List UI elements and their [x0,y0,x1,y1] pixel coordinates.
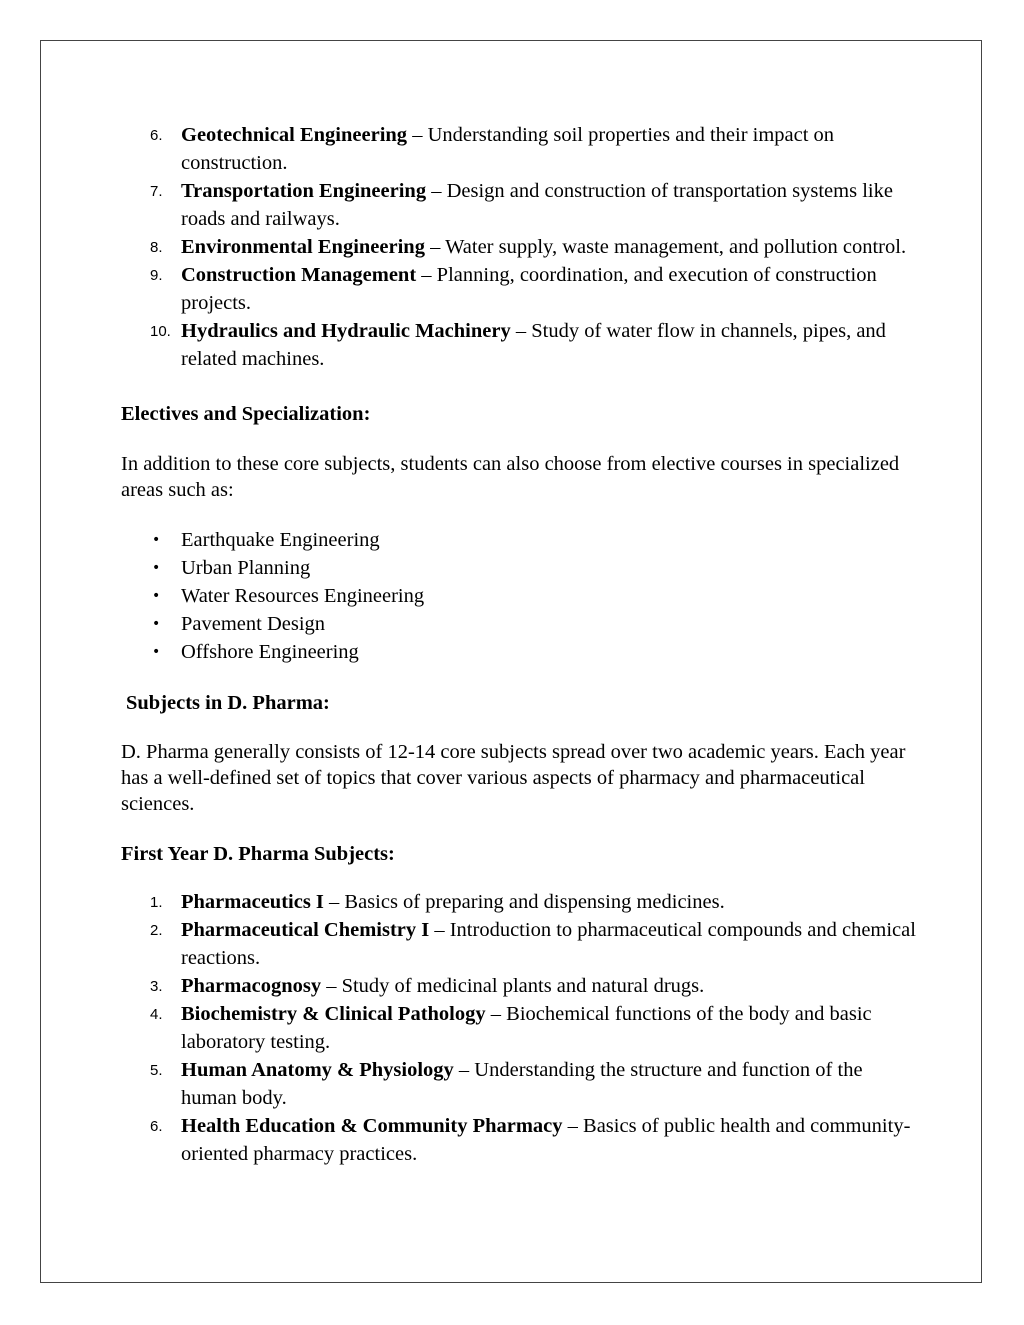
list-number: 6. [150,127,163,144]
bullet-icon: • [152,644,161,660]
elective-label: Pavement Design [181,613,326,635]
bullet-icon: • [152,560,161,576]
dpharma-intro: D. Pharma generally consists of 12-14 core subjects spread over two academic years. Each year has a well-defined set of topics that cover various aspects of pharmacy and pharmaceutical sciences. [121,741,906,815]
elective-label: Water Resources Engineering [181,585,425,607]
bullet-icon: • [152,616,161,632]
document-content [121,121,921,1168]
subject-term: Pharmaceutical Chemistry I [181,919,430,941]
subject-description: – Introduction to pharmaceutical compounds and chemical reactions. [181,919,916,969]
subject-term: Geotechnical Engineering [181,124,408,146]
subject-term: Pharmaceutics I [181,891,324,913]
subject-description: – Biochemical functions of the body and basic laboratory testing. [181,1003,872,1053]
subject-term: Hydraulics and Hydraulic Machinery [181,320,511,342]
list-number: 9. [150,267,163,284]
list-item [121,582,921,610]
subject-description: – Study of medicinal plants and natural drugs. [321,975,705,997]
list-number: 2. [150,922,163,939]
list-item [121,1112,921,1168]
bullet-icon: • [152,532,161,548]
subject-term: Health Education & Community Pharmacy [181,1115,563,1137]
list-number: 5. [150,1062,163,1079]
electives-intro: In addition to these core subjects, students can also choose from elective courses in specialized areas such as: [121,453,900,501]
first-year-heading: First Year D. Pharma Subjects: [121,843,395,865]
subject-term: Transportation Engineering [181,180,427,202]
subject-description: – Basics of public health and community-oriented pharmacy practices. [181,1115,911,1165]
list-number: 4. [150,1006,163,1023]
electives-list [121,526,921,666]
subject-term: Biochemistry & Clinical Pathology [181,1003,486,1025]
subject-description: – Water supply, waste management, and pollution control. [424,236,907,258]
subject-term: Pharmacognosy [181,975,322,997]
list-item [121,1056,921,1112]
list-item [121,526,921,554]
dpharma-heading: Subjects in D. Pharma: [126,692,330,714]
list-item [121,1000,921,1056]
subject-term: Human Anatomy & Physiology [181,1059,454,1081]
list-item [121,317,921,373]
first-year-subjects-list [121,888,921,1168]
list-number: 8. [150,239,163,256]
subject-description: – Planning, coordination, and execution of construction projects. [181,264,877,314]
list-item [121,233,921,261]
list-item [121,888,921,916]
subject-term: Environmental Engineering [181,236,425,258]
list-number: 3. [150,978,163,995]
list-item [121,916,921,972]
civil-subjects-list [121,121,921,373]
elective-label: Offshore Engineering [181,641,359,663]
list-number: 1. [150,894,163,911]
list-item [121,177,921,233]
list-item [121,972,921,1000]
list-item [121,638,921,666]
elective-label: Urban Planning [181,557,311,579]
subject-description: – Study of water flow in channels, pipes, and related machines. [181,320,886,370]
subject-description: – Understanding soil properties and their impact on construction. [181,124,835,174]
list-item [121,610,921,638]
list-number: 10. [150,323,171,340]
list-number: 6. [150,1118,163,1135]
bullet-icon: • [152,588,161,604]
electives-heading: Electives and Specialization: [121,403,371,425]
elective-label: Earthquake Engineering [181,529,380,551]
list-item [121,121,921,177]
list-number: 7. [150,183,163,200]
subject-description: – Design and construction of transportation systems like roads and railways. [181,180,893,230]
list-item [121,554,921,582]
list-item [121,261,921,317]
subject-description: – Basics of preparing and dispensing medicines. [323,891,725,913]
subject-description: – Understanding the structure and function of the human body. [181,1059,863,1109]
subject-term: Construction Management [181,264,417,286]
